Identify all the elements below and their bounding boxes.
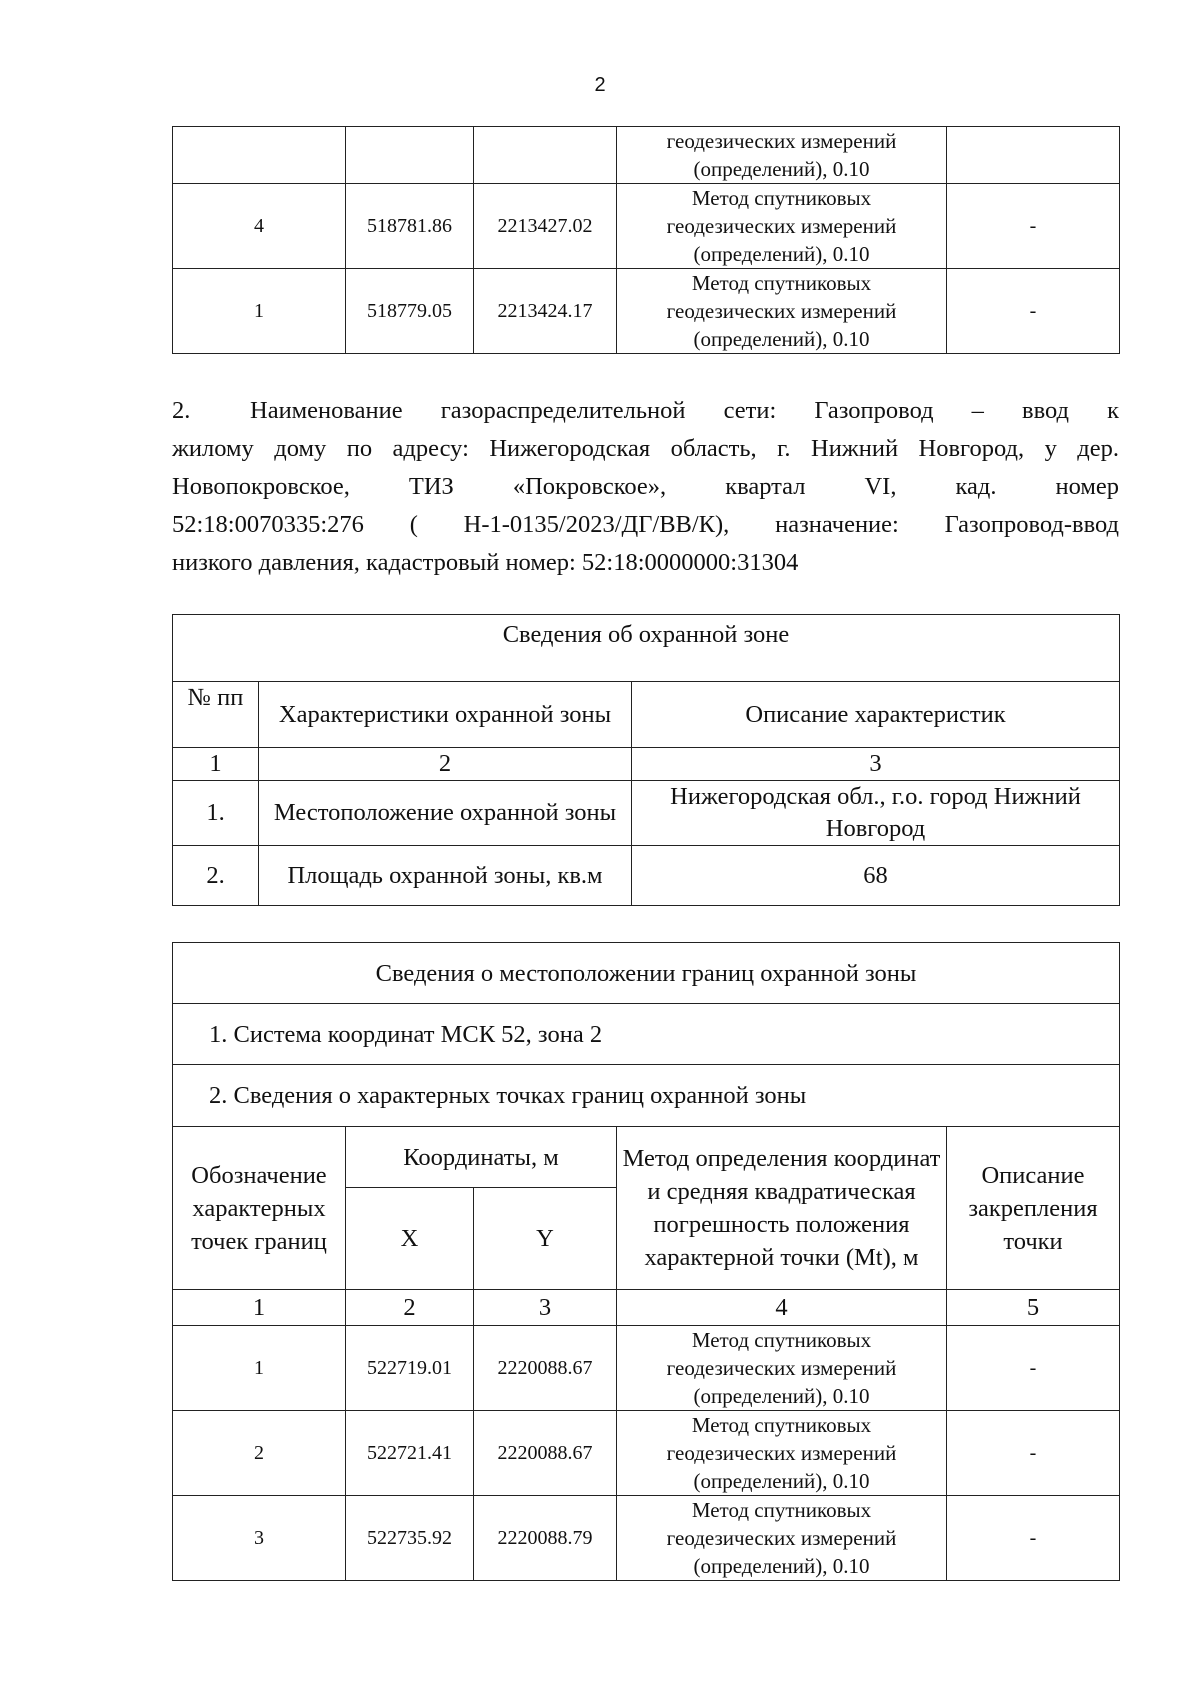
table-row xyxy=(173,127,1120,184)
x-cell: 522735.92 xyxy=(346,1496,474,1581)
y-cell: 2220088.67 xyxy=(474,1411,617,1496)
method-cell xyxy=(617,1326,947,1411)
points-title: 2. Сведения о характерных точках границ охранной зоны xyxy=(173,1065,1120,1127)
method-line: Метод спутниковых xyxy=(691,271,872,295)
coordinate-system-row xyxy=(173,1004,1120,1065)
method-line: геодезических измерений xyxy=(666,1526,897,1550)
point-cell: 1 xyxy=(173,269,346,354)
network-description-paragraph xyxy=(172,392,1119,582)
x-cell: 522721.41 xyxy=(346,1411,474,1496)
paragraph-line: жилому дому по адресу: Нижегородская область, г. Нижний Новгород, у дер. xyxy=(172,435,1119,462)
method-cell xyxy=(617,184,947,269)
method-line: Метод спутниковых xyxy=(691,1328,872,1352)
x-cell: 522719.01 xyxy=(346,1326,474,1411)
row-number: 1. xyxy=(173,781,259,846)
point-cell: 2 xyxy=(173,1411,346,1496)
numbering-row xyxy=(173,1290,1120,1326)
x-cell xyxy=(346,127,474,184)
column-number: 4 xyxy=(617,1290,947,1326)
protection-zone-table xyxy=(172,614,1120,906)
table-title: Сведения о местоположении границ охранной зоны xyxy=(173,943,1120,1004)
table-header-row xyxy=(173,682,1120,748)
table-row xyxy=(173,781,1120,846)
method-line: (определений), 0.10 xyxy=(693,327,870,351)
point-cell: 1 xyxy=(173,1326,346,1411)
points-title-row xyxy=(173,1065,1120,1127)
page-number: 2 xyxy=(594,74,606,96)
row-number: 2. xyxy=(173,846,259,906)
method-line: Метод спутниковых xyxy=(691,1498,872,1522)
table-header-row xyxy=(173,1127,1120,1188)
description-cell: 68 xyxy=(632,846,1120,906)
method-line: (определений), 0.10 xyxy=(693,1469,870,1493)
x-cell: 518781.86 xyxy=(346,184,474,269)
method-line: геодезических измерений xyxy=(666,1441,897,1465)
paragraph-number: 2. xyxy=(172,397,191,424)
boundary-points-table xyxy=(172,942,1120,1581)
method-line: (определений), 0.10 xyxy=(693,157,870,181)
point-cell: 3 xyxy=(173,1496,346,1581)
paragraph-line xyxy=(172,392,1119,430)
header-description: Описание характеристик xyxy=(632,682,1120,748)
table-row xyxy=(173,846,1120,906)
method-line: (определений), 0.10 xyxy=(693,1384,870,1408)
table-title: Сведения об охранной зоне xyxy=(173,615,1120,682)
paragraph-line: низкого давления, кадастровый номер: 52:18:0000000:31304 xyxy=(172,549,799,576)
column-number: 5 xyxy=(947,1290,1120,1326)
numbering-row xyxy=(173,748,1120,781)
paragraph-line: Новопокровское, ТИЗ «Покровское», квартал VI, кад. номер xyxy=(172,473,1119,500)
method-cell xyxy=(617,127,947,184)
x-cell: 518779.05 xyxy=(346,269,474,354)
coordinate-system: 1. Система координат МСК 52, зона 2 xyxy=(173,1004,1120,1065)
header-x: X xyxy=(346,1188,474,1290)
method-line: геодезических измерений xyxy=(666,214,897,238)
method-line: (определений), 0.10 xyxy=(693,1554,870,1578)
y-cell: 2220088.67 xyxy=(474,1326,617,1411)
column-number: 1 xyxy=(173,748,259,781)
method-cell xyxy=(617,1496,947,1581)
table-title-row xyxy=(173,615,1120,682)
desc-cell: - xyxy=(947,269,1120,354)
characteristic-cell: Местоположение охранной зоны xyxy=(259,781,632,846)
header-characteristics: Характеристики охранной зоны xyxy=(259,682,632,748)
column-number: 2 xyxy=(259,748,632,781)
method-line: геодезических измерений xyxy=(666,129,897,153)
column-number: 1 xyxy=(173,1290,346,1326)
top-coordinates-table xyxy=(172,126,1120,354)
point-cell: 4 xyxy=(173,184,346,269)
column-number: 3 xyxy=(632,748,1120,781)
header-y: Y xyxy=(474,1188,617,1290)
table-row xyxy=(173,184,1120,269)
table-row xyxy=(173,1496,1120,1581)
desc-cell: - xyxy=(947,1411,1120,1496)
y-cell: 2220088.79 xyxy=(474,1496,617,1581)
header-coordinates: Координаты, м xyxy=(346,1127,617,1188)
desc-cell xyxy=(947,127,1120,184)
table-row xyxy=(173,1326,1120,1411)
method-line: Метод спутниковых xyxy=(691,1413,872,1437)
method-line: (определений), 0.10 xyxy=(693,242,870,266)
column-number: 3 xyxy=(474,1290,617,1326)
method-line: геодезических измерений xyxy=(666,1356,897,1380)
method-line: Метод спутниковых xyxy=(691,186,872,210)
paragraph-text: Наименование газораспределительной сети: Газопровод – ввод к xyxy=(250,397,1119,424)
description-cell: Нижегородская обл., г.о. город Нижний Новгород xyxy=(632,781,1120,846)
header-description: Описание закрепления точки xyxy=(947,1127,1120,1290)
y-cell: 2213424.17 xyxy=(474,269,617,354)
y-cell xyxy=(474,127,617,184)
table-row xyxy=(173,269,1120,354)
table-row xyxy=(173,1411,1120,1496)
method-cell xyxy=(617,269,947,354)
method-cell xyxy=(617,1411,947,1496)
paragraph-line: 52:18:0070335:276 ( Н-1-0135/2023/ДГ/ВВ/К), назначение: Газопровод-ввод xyxy=(172,511,1119,538)
method-line: геодезических измерений xyxy=(666,299,897,323)
header-method: Метод определения координат и средняя квадратическая погрешность положения характерной точки (Mt), м xyxy=(617,1127,947,1290)
characteristic-cell: Площадь охранной зоны, кв.м xyxy=(259,846,632,906)
desc-cell: - xyxy=(947,1496,1120,1581)
header-designation: Обозначение характерных точек границ xyxy=(173,1127,346,1290)
header-number: № пп xyxy=(173,682,259,748)
column-number: 2 xyxy=(346,1290,474,1326)
desc-cell: - xyxy=(947,184,1120,269)
desc-cell: - xyxy=(947,1326,1120,1411)
table-title-row xyxy=(173,943,1120,1004)
y-cell: 2213427.02 xyxy=(474,184,617,269)
point-cell xyxy=(173,127,346,184)
